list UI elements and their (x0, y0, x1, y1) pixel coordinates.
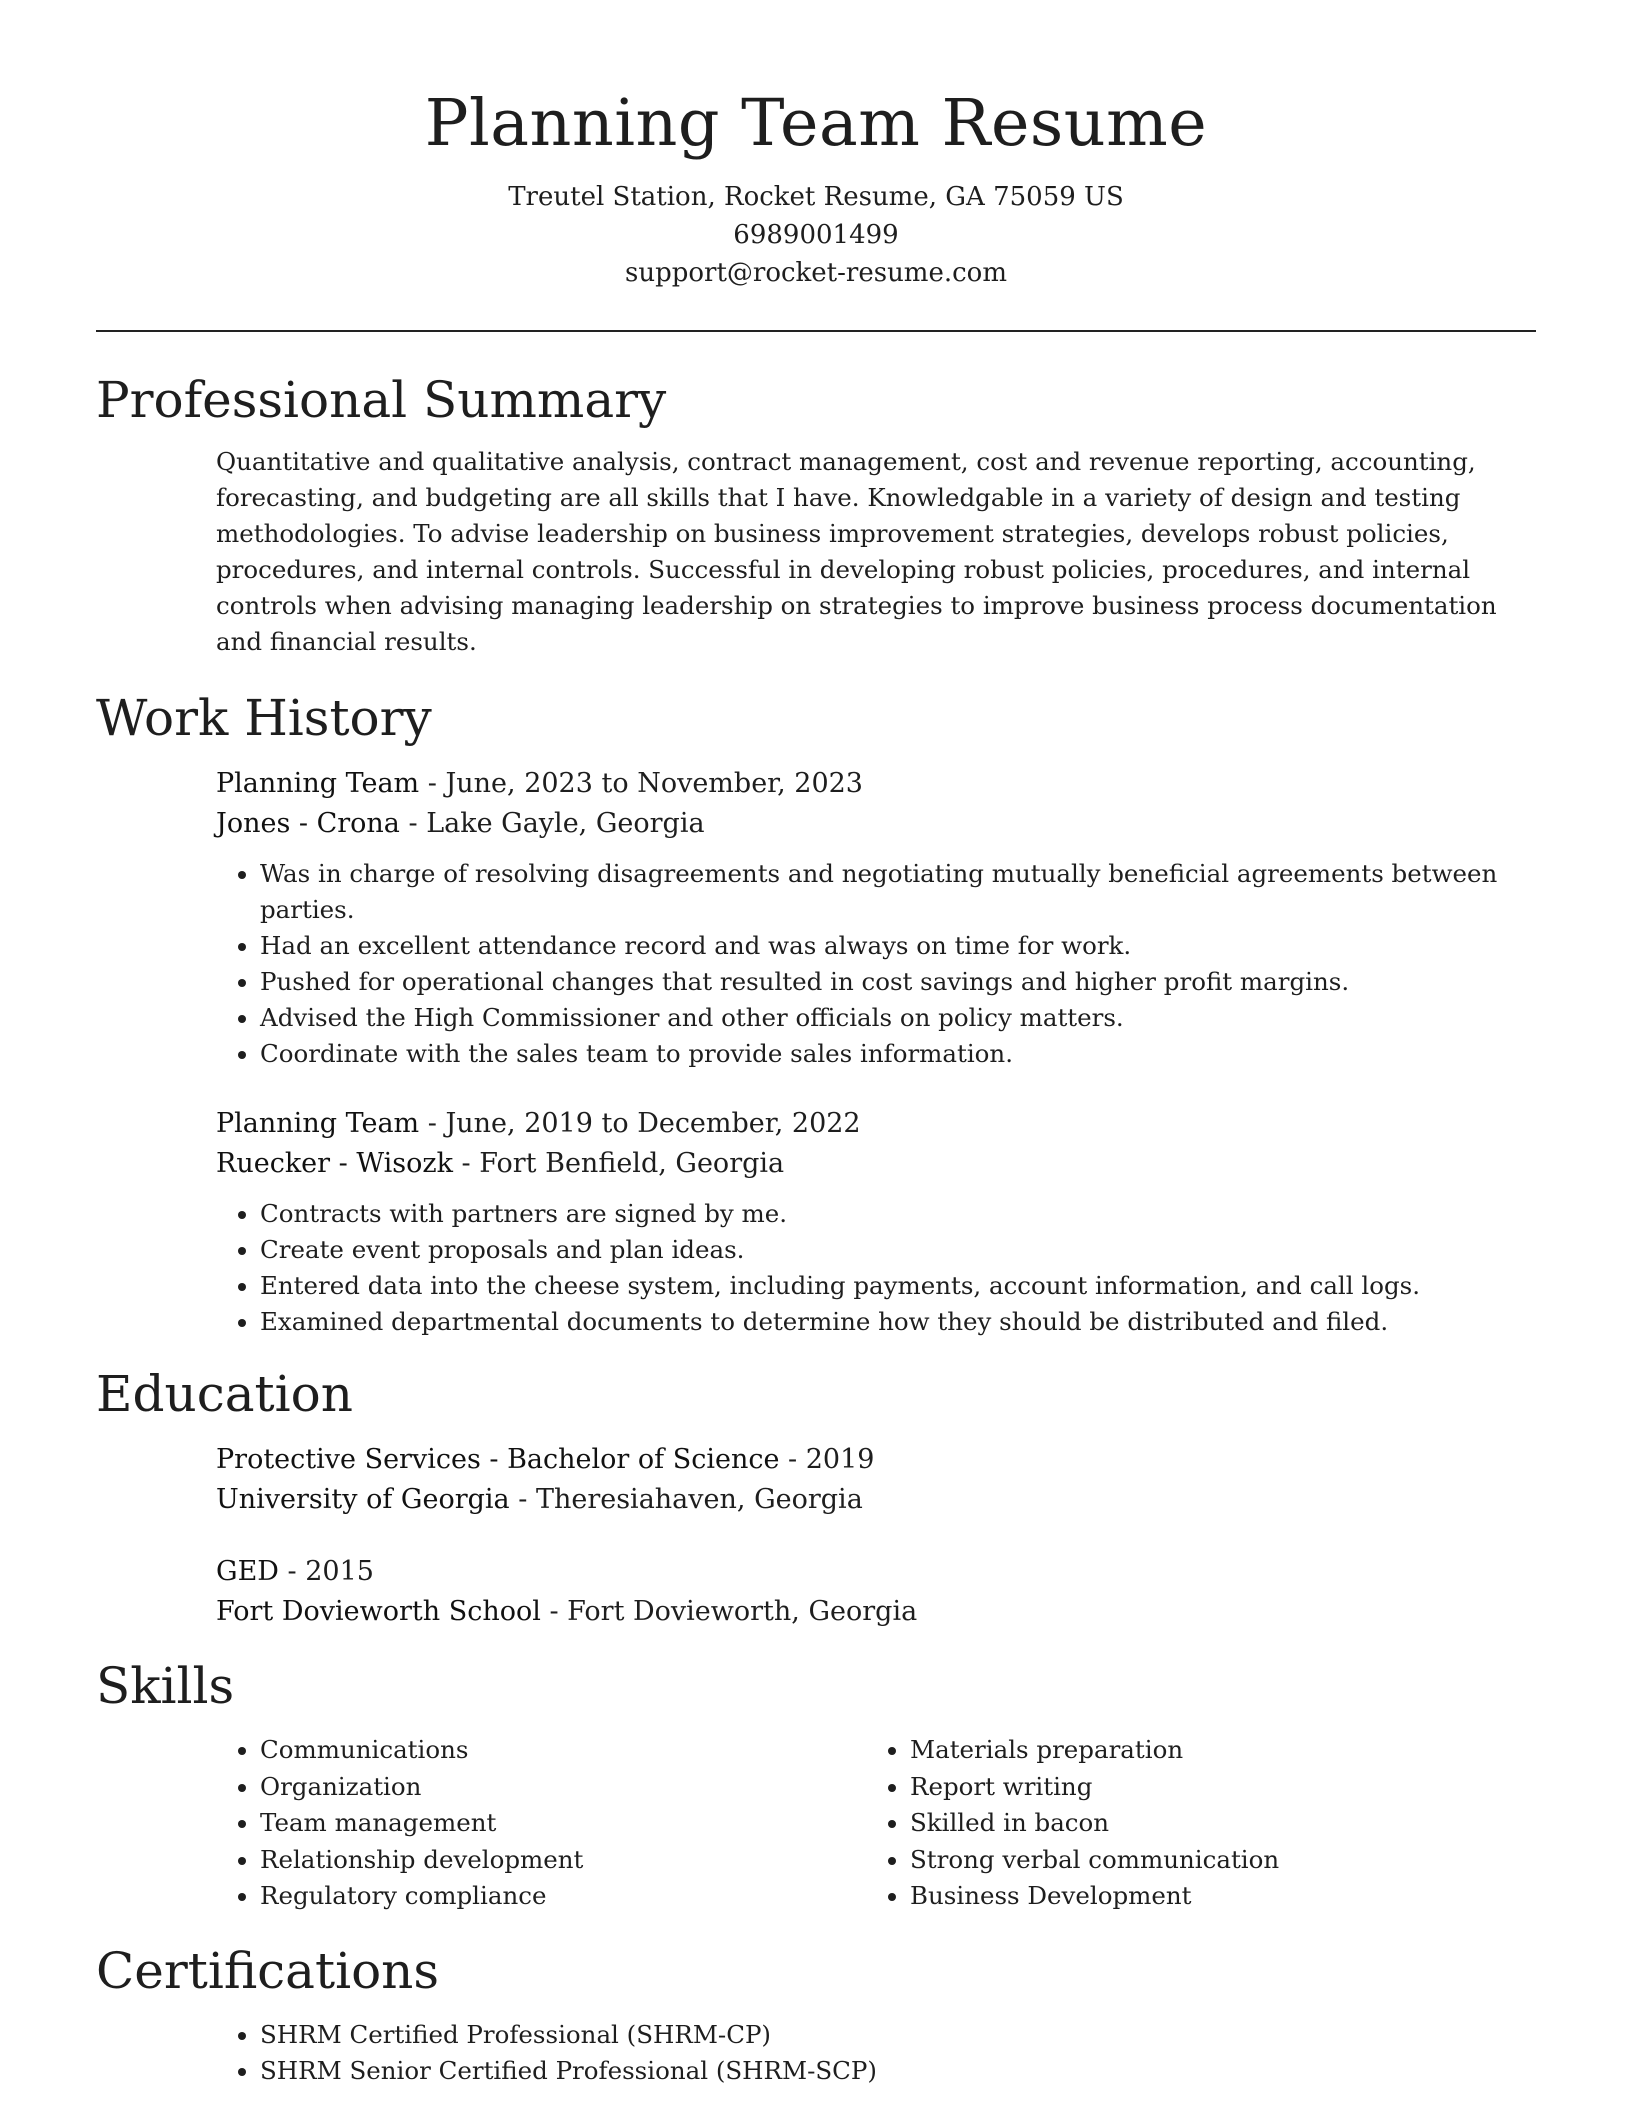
job-company-line (216, 804, 1536, 844)
work-heading: Work History (96, 689, 432, 747)
list-item: • Create event proposals and plan ideas. (260, 1232, 1536, 1268)
education-year: - 2015 (278, 1556, 374, 1587)
list-item: • Entered data into the cheese system, including payments, account information, and call logs. (260, 1268, 1536, 1304)
skills-column-right (866, 1732, 1516, 1915)
list-item: • Examined departmental documents to determine how they should be distributed and filed. (260, 1304, 1536, 1340)
summary-text: Quantitative and qualitative analysis, contract management, cost and revenue reporting, accounting, forecasting, and budgeting are all skills that I have. Knowledgable in a variety of design and testing methodologies. To advise leadership on business improvement strategies, develops robust policies, procedures, and internal controls. Successful in developing robust policies, procedures, and internal controls when advising managing leadership on strategies to improve business process documentation and financial results. (216, 447, 1497, 656)
contact-phone: 6989001499 (733, 220, 899, 250)
job-position: Planning Team (216, 768, 420, 799)
list-item: • Pushed for operational changes that resulted in cost savings and higher profit margins. (260, 964, 1536, 1000)
education-school: University of Georgia (216, 1484, 510, 1515)
job-location: - Fort Benfield, Georgia (452, 1148, 785, 1179)
list-item: • Had an excellent attendance record and was always on time for work. (260, 928, 1536, 964)
list-item: • Regulatory compliance (260, 1878, 866, 1915)
certifications-section (96, 1939, 1536, 2089)
job-company-line (216, 1144, 1536, 1184)
job-company: Jones - Crona (216, 808, 400, 839)
job-entry (216, 764, 1536, 1072)
header-divider (96, 330, 1536, 332)
certifications-list (216, 2017, 1536, 2089)
skills-grid (216, 1732, 1536, 1915)
list-item: • Coordinate with the sales team to provide sales information. (260, 1036, 1536, 1072)
list-item: • Contracts with partners are signed by me. (260, 1196, 1536, 1232)
job-duties-list (216, 856, 1536, 1072)
education-location: - Theresiahaven, Georgia (509, 1484, 863, 1515)
summary-section (96, 368, 1536, 660)
education-year: - 2019 (779, 1444, 875, 1475)
skills-section (96, 1654, 1536, 1915)
contact-address: Treutel Station, Rocket Resume, GA 75059 US (508, 182, 1124, 212)
resume-header (96, 0, 1536, 292)
education-school-line (216, 1592, 1536, 1632)
job-location: - Lake Gayle, Georgia (399, 808, 705, 839)
education-section (96, 1362, 1536, 1632)
list-item: • SHRM Certified Professional (SHRM-CP) (260, 2017, 1536, 2053)
list-item: • Strong verbal communication (910, 1842, 1516, 1879)
job-position: Planning Team (216, 1108, 420, 1139)
education-entry (216, 1440, 1536, 1520)
list-item: • Was in charge of resolving disagreements and negotiating mutually beneficial agreements between parties. (260, 856, 1536, 928)
education-entry (216, 1552, 1536, 1632)
list-item: • Skilled in bacon (910, 1805, 1516, 1842)
job-duties-list (216, 1196, 1536, 1340)
job-dates: - June, 2023 to November, 2023 (419, 768, 863, 799)
education-degree: Protective Services - Bachelor of Science (216, 1444, 780, 1475)
list-item: • Organization (260, 1769, 866, 1806)
list-item: • SHRM Senior Certified Professional (SHRM-SCP) (260, 2053, 1536, 2089)
list-item: • Communications (260, 1732, 866, 1769)
contact-info (96, 178, 1536, 292)
job-title-line (216, 764, 1536, 804)
list-item: • Materials preparation (910, 1732, 1516, 1769)
job-title-line (216, 1104, 1536, 1144)
skills-heading: Skills (96, 1657, 235, 1715)
certifications-heading: Certifications (96, 1941, 440, 2000)
list-item: • Report writing (910, 1769, 1516, 1806)
list-item: • Advised the High Commissioner and other officials on policy matters. (260, 1000, 1536, 1036)
education-degree-line (216, 1552, 1536, 1592)
job-company: Ruecker - Wisozk (216, 1148, 453, 1179)
contact-email: support@rocket-resume.com (624, 258, 1007, 288)
job-dates: - June, 2019 to December, 2022 (419, 1108, 861, 1139)
job-entry (216, 1104, 1536, 1340)
work-section (96, 686, 1536, 1340)
list-item: • Business Development (910, 1878, 1516, 1915)
skills-column-left (216, 1732, 866, 1915)
education-location: - Fort Dovieworth, Georgia (540, 1596, 918, 1627)
education-school: Fort Dovieworth School (216, 1596, 541, 1627)
list-item: • Relationship development (260, 1842, 866, 1879)
resume-name: Planning Team Resume (424, 86, 1208, 161)
education-degree: GED (216, 1556, 279, 1587)
education-heading: Education (96, 1365, 353, 1423)
list-item: • Team management (260, 1805, 866, 1842)
summary-heading: Professional Summary (96, 371, 667, 429)
education-school-line (216, 1480, 1536, 1520)
education-degree-line (216, 1440, 1536, 1480)
